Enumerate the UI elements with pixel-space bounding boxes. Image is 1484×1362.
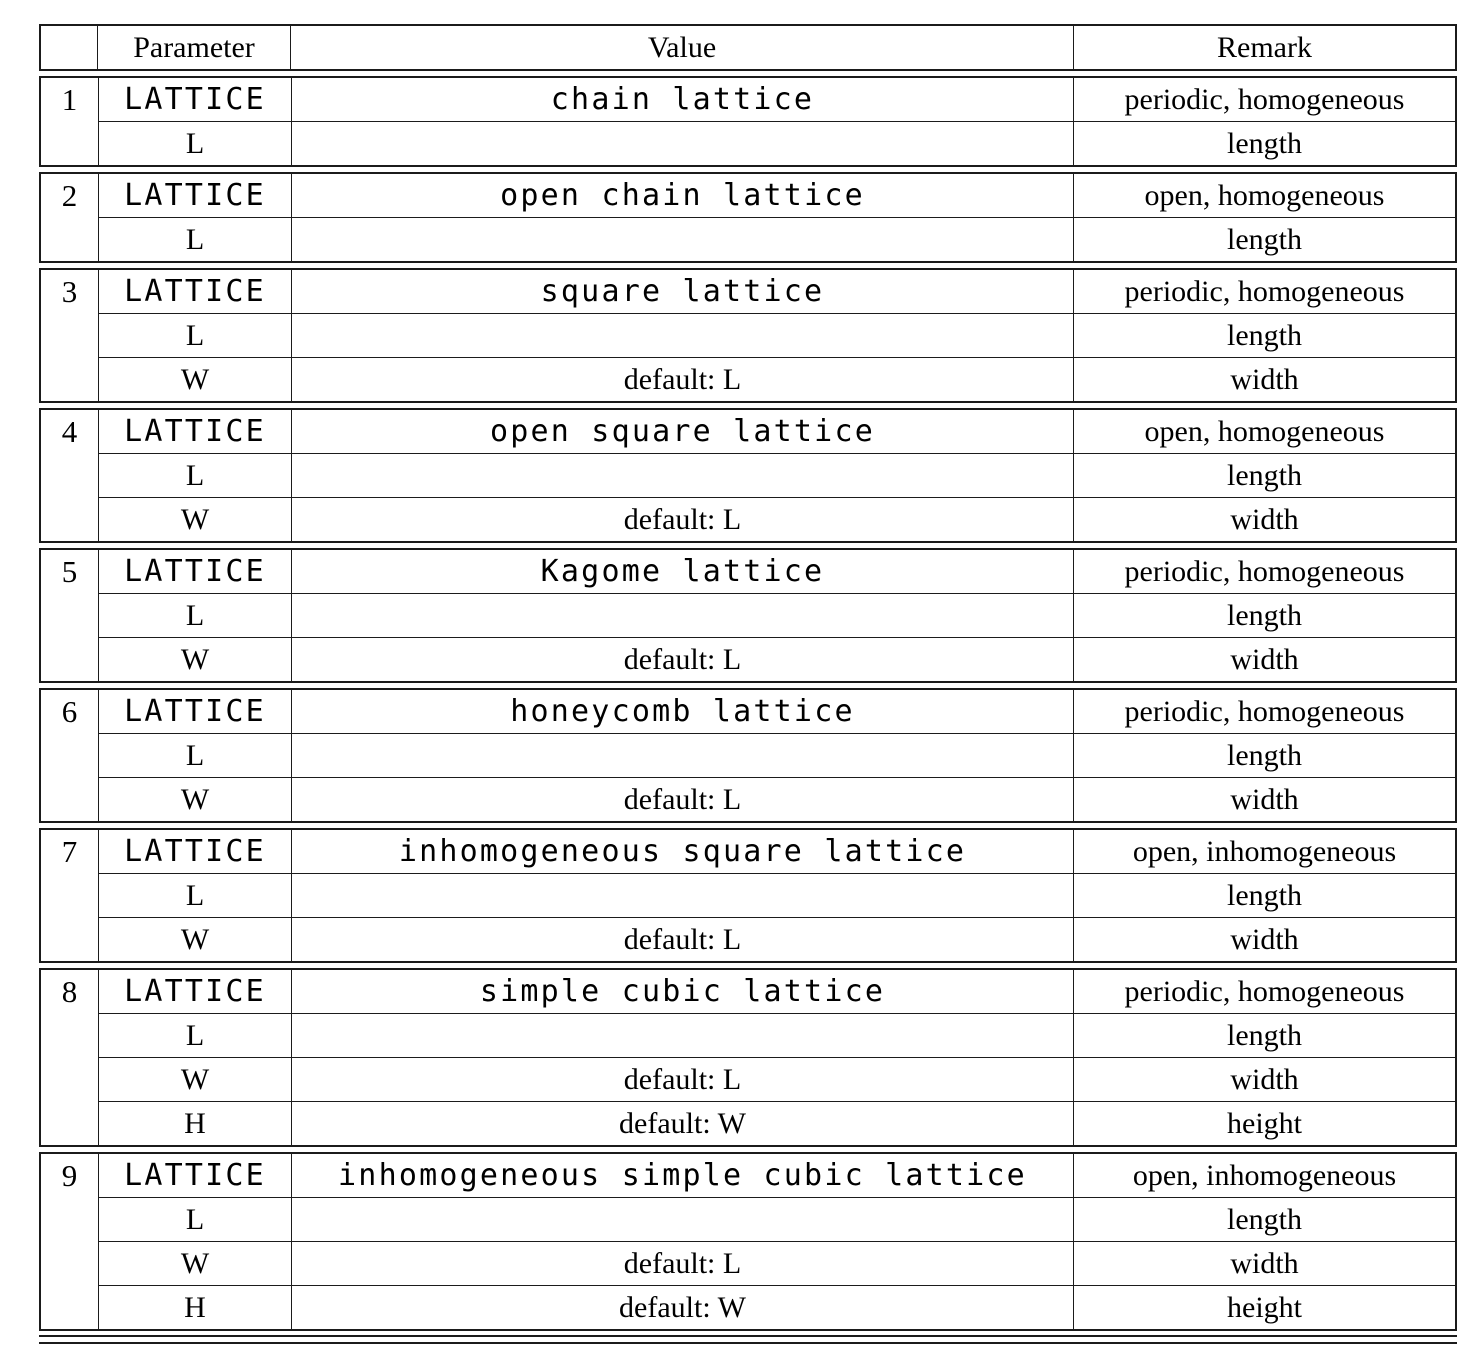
value-text: default: L — [623, 502, 742, 536]
remark-cell — [1074, 174, 1455, 217]
table-row — [99, 637, 1455, 681]
value-text: square lattice — [540, 274, 825, 309]
parameter-cell — [99, 874, 292, 917]
parameter-text: L — [185, 126, 205, 160]
group-number: 4 — [61, 414, 78, 449]
remark-cell — [1074, 778, 1455, 821]
remark-cell — [1074, 1286, 1455, 1329]
parameter-cell — [99, 78, 292, 121]
parameter-text: LATTICE — [124, 554, 266, 589]
parameter-cell — [99, 970, 292, 1013]
remark-cell — [1074, 270, 1455, 313]
table-group-6 — [39, 688, 1457, 823]
table-group-1 — [39, 76, 1457, 167]
parameter-text: W — [180, 922, 210, 956]
value-cell — [292, 1058, 1074, 1101]
parameter-text: W — [180, 362, 210, 396]
remark-cell — [1074, 874, 1455, 917]
parameter-cell — [99, 358, 292, 401]
parameter-cell — [99, 218, 292, 261]
value-cell — [292, 734, 1074, 777]
table-row — [99, 217, 1455, 261]
remark-cell — [1074, 314, 1455, 357]
group-rows — [99, 690, 1455, 821]
remark-cell — [1074, 1102, 1455, 1145]
table-row — [99, 873, 1455, 917]
remark-cell — [1074, 690, 1455, 733]
parameter-text: W — [180, 642, 210, 676]
group-rows — [99, 270, 1455, 401]
table-row — [99, 733, 1455, 777]
value-cell — [292, 1154, 1074, 1197]
table-row — [99, 777, 1455, 821]
table-header-row — [41, 26, 1455, 69]
value-text: default: W — [619, 1290, 746, 1324]
table-row — [99, 1057, 1455, 1101]
table-row — [99, 550, 1455, 593]
table-row — [99, 690, 1455, 733]
table-row — [99, 121, 1455, 165]
value-cell — [292, 498, 1074, 541]
lattice-parameter-table — [39, 24, 1457, 1344]
value-text: chain lattice — [550, 82, 815, 117]
value-text: inhomogeneous square lattice — [398, 834, 967, 869]
table-row — [99, 453, 1455, 497]
remark-text: height — [1227, 1290, 1302, 1324]
value-cell — [292, 270, 1074, 313]
parameter-text: W — [180, 782, 210, 816]
value-text: simple cubic lattice — [479, 974, 886, 1009]
table-body — [39, 76, 1457, 1331]
remark-text: periodic, homogeneous — [1124, 554, 1405, 588]
table-header — [39, 24, 1457, 71]
value-cell — [292, 1242, 1074, 1285]
table-row — [99, 1197, 1455, 1241]
remark-cell — [1074, 1058, 1455, 1101]
parameter-cell — [99, 638, 292, 681]
parameter-cell — [99, 314, 292, 357]
parameter-text: W — [180, 1246, 210, 1280]
header-cell-parameter — [98, 26, 291, 69]
group-number-cell — [41, 174, 99, 261]
value-cell — [292, 218, 1074, 261]
remark-text: width — [1230, 1062, 1299, 1096]
parameter-cell — [99, 1154, 292, 1197]
remark-cell — [1074, 830, 1455, 873]
remark-text: width — [1230, 502, 1299, 536]
remark-text: length — [1227, 738, 1302, 772]
parameter-cell — [99, 734, 292, 777]
value-cell — [292, 454, 1074, 497]
group-number: 1 — [61, 82, 78, 117]
parameter-text: LATTICE — [124, 974, 266, 1009]
parameter-text: L — [185, 1202, 205, 1236]
table-row — [99, 1241, 1455, 1285]
remark-cell — [1074, 918, 1455, 961]
group-rows — [99, 174, 1455, 261]
bottom-double-rule — [39, 1335, 1457, 1344]
remark-cell — [1074, 594, 1455, 637]
parameter-text: L — [185, 318, 205, 352]
remark-text: width — [1230, 922, 1299, 956]
parameter-text: LATTICE — [124, 414, 266, 449]
parameter-cell — [99, 778, 292, 821]
header-cell-remark — [1074, 26, 1455, 69]
parameter-text: L — [185, 458, 205, 492]
group-number: 6 — [61, 694, 78, 729]
remark-cell — [1074, 218, 1455, 261]
value-text: open square lattice — [490, 414, 875, 449]
group-rows — [99, 830, 1455, 961]
table-row — [99, 78, 1455, 121]
parameter-cell — [99, 1014, 292, 1057]
parameter-cell — [99, 122, 292, 165]
remark-text: length — [1227, 222, 1302, 256]
value-cell — [292, 410, 1074, 453]
value-cell — [292, 1014, 1074, 1057]
value-cell — [292, 78, 1074, 121]
remark-text: length — [1227, 598, 1302, 632]
table-row — [99, 1154, 1455, 1197]
table-row — [99, 313, 1455, 357]
parameter-cell — [99, 830, 292, 873]
group-number-cell — [41, 690, 99, 821]
value-cell — [292, 638, 1074, 681]
value-text: default: L — [623, 1246, 742, 1280]
parameter-cell — [99, 594, 292, 637]
remark-cell — [1074, 1014, 1455, 1057]
value-cell — [292, 874, 1074, 917]
parameter-cell — [99, 270, 292, 313]
parameter-text: W — [180, 1062, 210, 1096]
table-group-4 — [39, 408, 1457, 543]
group-number: 9 — [61, 1158, 78, 1193]
group-number-cell — [41, 270, 99, 401]
table-row — [99, 270, 1455, 313]
table-group-7 — [39, 828, 1457, 963]
group-number-cell — [41, 1154, 99, 1329]
table-row — [99, 357, 1455, 401]
group-number: 8 — [61, 974, 78, 1009]
value-text: open chain lattice — [500, 178, 865, 213]
remark-text: length — [1227, 318, 1302, 352]
parameter-cell — [99, 1058, 292, 1101]
parameter-cell — [99, 1198, 292, 1241]
remark-cell — [1074, 550, 1455, 593]
value-cell — [292, 314, 1074, 357]
group-rows — [99, 410, 1455, 541]
parameter-text: L — [185, 738, 205, 772]
parameter-text: LATTICE — [124, 694, 266, 729]
parameter-cell — [99, 690, 292, 733]
remark-cell — [1074, 970, 1455, 1013]
parameter-cell — [99, 1286, 292, 1329]
parameter-cell — [99, 1102, 292, 1145]
header-cell-number — [41, 26, 98, 69]
parameter-cell — [99, 1242, 292, 1285]
remark-text: open, inhomogeneous — [1132, 834, 1397, 868]
parameter-cell — [99, 498, 292, 541]
remark-text: open, homogeneous — [1144, 178, 1385, 212]
table-group-9 — [39, 1152, 1457, 1331]
parameter-text: L — [185, 878, 205, 912]
value-text: inhomogeneous simple cubic lattice — [338, 1158, 1027, 1193]
parameter-text: L — [185, 222, 205, 256]
remark-cell — [1074, 1242, 1455, 1285]
table-row — [99, 174, 1455, 217]
parameter-cell — [99, 454, 292, 497]
table-row — [99, 410, 1455, 453]
table-row — [99, 970, 1455, 1013]
value-text: default: L — [623, 362, 742, 396]
group-number: 2 — [61, 178, 78, 213]
table-row — [99, 917, 1455, 961]
remark-cell — [1074, 498, 1455, 541]
parameter-text: W — [180, 502, 210, 536]
parameter-text: LATTICE — [124, 1158, 266, 1193]
remark-text: periodic, homogeneous — [1124, 974, 1405, 1008]
table-row — [99, 830, 1455, 873]
remark-cell — [1074, 734, 1455, 777]
remark-cell — [1074, 1154, 1455, 1197]
value-cell — [292, 122, 1074, 165]
remark-text: length — [1227, 126, 1302, 160]
remark-text: periodic, homogeneous — [1124, 694, 1405, 728]
remark-text: length — [1227, 1018, 1302, 1052]
table-row — [99, 1013, 1455, 1057]
group-number: 3 — [61, 274, 78, 309]
table-group-8 — [39, 968, 1457, 1147]
parameter-text: LATTICE — [124, 274, 266, 309]
remark-text: open, homogeneous — [1144, 414, 1385, 448]
value-text: default: L — [623, 782, 742, 816]
table-group-2 — [39, 172, 1457, 263]
parameter-text: LATTICE — [124, 82, 266, 117]
value-text: default: L — [623, 922, 742, 956]
parameter-cell — [99, 918, 292, 961]
value-cell — [292, 830, 1074, 873]
remark-text: width — [1230, 1246, 1299, 1280]
remark-text: height — [1227, 1106, 1302, 1140]
group-rows — [99, 1154, 1455, 1329]
remark-text: length — [1227, 878, 1302, 912]
value-cell — [292, 174, 1074, 217]
parameter-text: L — [185, 598, 205, 632]
parameter-text: LATTICE — [124, 178, 266, 213]
table-row — [99, 497, 1455, 541]
remark-text: width — [1230, 362, 1299, 396]
value-text: Kagome lattice — [540, 554, 825, 589]
value-cell — [292, 1198, 1074, 1241]
header-label-remark: Remark — [1217, 30, 1312, 64]
remark-cell — [1074, 410, 1455, 453]
parameter-text: H — [184, 1106, 206, 1140]
remark-text: length — [1227, 1202, 1302, 1236]
group-number-cell — [41, 550, 99, 681]
value-cell — [292, 1286, 1074, 1329]
parameter-text: LATTICE — [124, 834, 266, 869]
table-row — [99, 1101, 1455, 1145]
remark-text: length — [1227, 458, 1302, 492]
group-number: 5 — [61, 554, 78, 589]
value-cell — [292, 1102, 1074, 1145]
parameter-cell — [99, 174, 292, 217]
value-cell — [292, 778, 1074, 821]
parameter-cell — [99, 550, 292, 593]
remark-cell — [1074, 1198, 1455, 1241]
value-cell — [292, 594, 1074, 637]
value-text: default: W — [619, 1106, 746, 1140]
header-label-value: Value — [647, 30, 717, 64]
value-text: honeycomb lattice — [510, 694, 855, 729]
parameter-cell — [99, 410, 292, 453]
group-number-cell — [41, 970, 99, 1145]
remark-cell — [1074, 78, 1455, 121]
group-rows — [99, 550, 1455, 681]
remark-cell — [1074, 122, 1455, 165]
remark-cell — [1074, 454, 1455, 497]
value-text: default: L — [623, 642, 742, 676]
parameter-text: H — [184, 1290, 206, 1324]
header-label-parameter: Parameter — [133, 30, 255, 64]
group-number-cell — [41, 830, 99, 961]
group-number: 7 — [61, 834, 78, 869]
remark-text: width — [1230, 782, 1299, 816]
remark-text: open, inhomogeneous — [1132, 1158, 1397, 1192]
parameter-text: L — [185, 1018, 205, 1052]
value-cell — [292, 690, 1074, 733]
remark-text: periodic, homogeneous — [1124, 82, 1405, 116]
remark-cell — [1074, 638, 1455, 681]
value-cell — [292, 550, 1074, 593]
remark-text: periodic, homogeneous — [1124, 274, 1405, 308]
table-row — [99, 593, 1455, 637]
remark-text: width — [1230, 642, 1299, 676]
group-rows — [99, 78, 1455, 165]
value-cell — [292, 918, 1074, 961]
table-group-5 — [39, 548, 1457, 683]
value-cell — [292, 358, 1074, 401]
header-cell-value — [291, 26, 1074, 69]
group-rows — [99, 970, 1455, 1145]
table-group-3 — [39, 268, 1457, 403]
remark-cell — [1074, 358, 1455, 401]
group-number-cell — [41, 78, 99, 165]
table-row — [99, 1285, 1455, 1329]
value-cell — [292, 970, 1074, 1013]
group-number-cell — [41, 410, 99, 541]
value-text: default: L — [623, 1062, 742, 1096]
